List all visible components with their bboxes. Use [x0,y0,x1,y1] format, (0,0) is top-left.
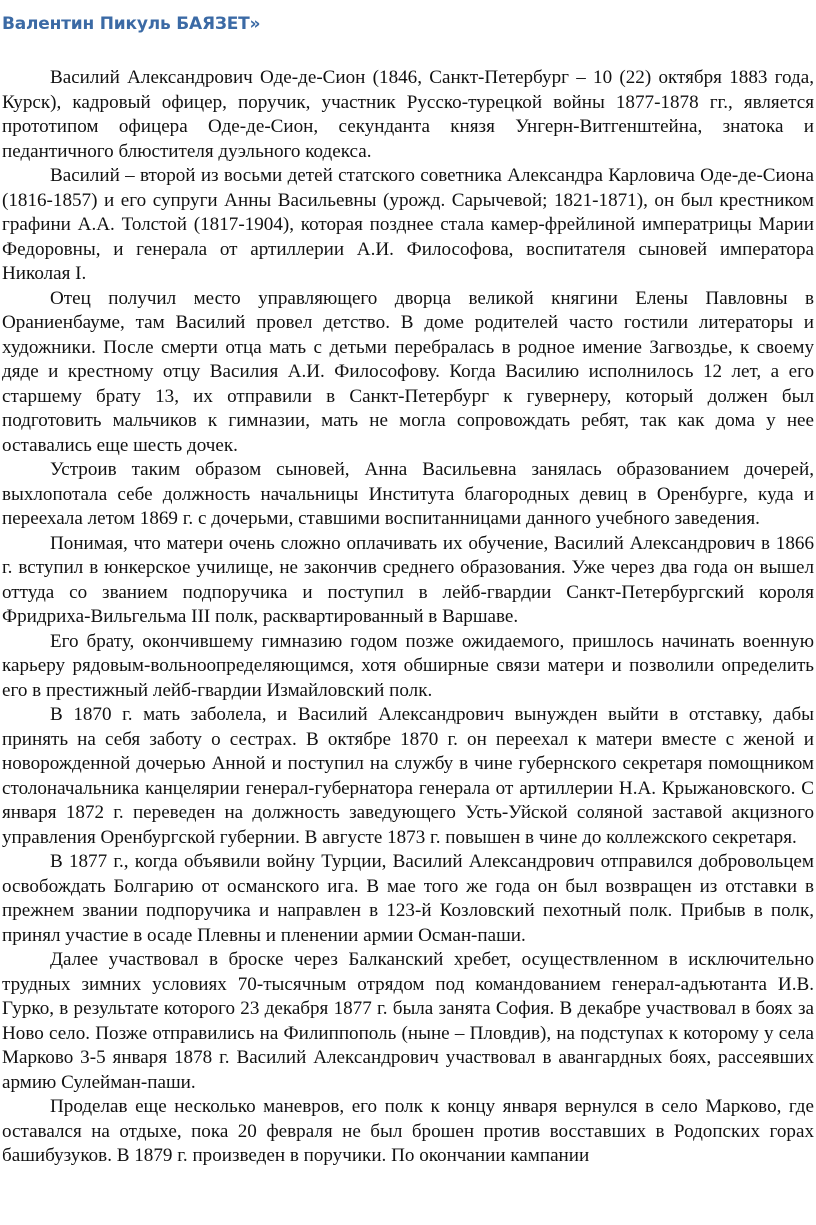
paragraph: Далее участвовал в броске через Балканский хребет, осуществленном в исключительно трудных зимних условиях 70-тысячным отрядом под командованием генерал-адъютанта И.В. Гурко, в результате которого 23 декабря 1877 г. была занята София. В декабре участвовал в боях за Ново село. Позже отправились на Филиппополь (ныне – Пловдив), на подступах к которому у села Марково 3-5 января 1878 г. Василий Александрович участвовал в авангардных боях, рассеявших армию Сулейман-паши. [2,949,814,1093]
paragraph: Отец получил место управляющего дворца великой княгини Елены Павловны в Ораниенбауме, там Василий провел детство. В доме родителей часто гостили литераторы и художники. После смерти отца мать с детьми перебралась в родное имение Загвоздье, к своему дяде и крестному отцу Василия А.И. Философову. Когда Василию исполнилось 12 лет, а его старшему брату 13, их отправили в Санкт-Петербург к гувернеру, который должен был подготовить мальчиков к гимназии, мать не могла сопровождать ребят, так как дома у нее оставались еще шесть дочек. [2,287,814,456]
paragraph: Понимая, что матери очень сложно оплачивать их обучение, Василий Александрович в 1866 г. вступил в юнкерское училище, не закончив среднего образования. Уже через два года он вышел оттуда со званием подпоручика и поступил в лейб-гвардии Санкт-Петербургский короля Фридриха-Вильгельма III полк, расквартированный в Варшаве. [2,532,814,627]
paragraph: Проделав еще несколько маневров, его полк к концу января вернулся в село Марково, где оставался на отдыхе, пока 20 февраля не был брошен против восставших в Родопских горах башибузуков. В 1879 г. произведен в поручики. По окончании кампании [2,1096,814,1166]
document-title: Валентин Пикуль БАЯЗЕТ» [2,14,261,34]
document-body [2,66,814,1169]
paragraph: Василий – второй из восьми детей статского советника Александра Карловича Оде-де-Сиона (1816-1857) и его супруги Анны Васильевны (урожд. Сарычевой; 1821-1871), он был крестником графини А.А. Толстой (1817-1904), которая позднее стала камер-фрейлиной императрицы Марии Федоровны, и генерала от артиллерии А.И. Философова, воспитателя сыновей императора Николая I. [2,165,814,284]
paragraph: Его брату, окончившему гимназию годом позже ожидаемого, пришлось начинать военную карьеру рядовым-вольноопределяющимся, хотя обширные связи матери и позволили определить его в престижный лейб-гвардии Измайловский полк. [2,630,814,701]
paragraph: Устроив таким образом сыновей, Анна Васильевна занялась образованием дочерей, выхлопотала себе должность начальницы Института благородных девиц в Оренбурге, куда и переехала летом 1869 г. с дочерьми, ставшими воспитанницами данного учебного заведения. [2,459,814,529]
paragraph: В 1870 г. мать заболела, и Василий Александрович вынужден выйти в отставку, дабы принять на себя заботу о сестрах. В октябре 1870 г. он переехал к матери вместе с женой и новорожденной дочерью Анной и поступил на службу в чине губернского секретаря помощником столоначальника канцелярии генерал-губернатора генерала от артиллерии Н.А. Крыжановского. С января 1872 г. переведен на должность заведующего Усть-Уйской соляной заставой акцизного управления Оренбургской губернии. В августе 1873 г. повышен в чине до коллежского секретаря. [2,704,814,848]
paragraph: Василий Александрович Оде-де-Сион (1846, Санкт-Петербург – 10 (22) октября 1883 года, Курск), кадровый офицер, поручик, участник Русско-турецкой войны 1877-1878 гг., является прототипом офицера Оде-де-Сион, секунданта князя Унгерн-Витгенштейна, знатока и педантичного блюстителя дуэльного кодекса. [2,67,814,162]
paragraph: В 1877 г., когда объявили войну Турции, Василий Александрович отправился добровольцем освобождать Болгарию от османского ига. В мае того же года он был возвращен из отставки в прежнем звании подпоручика и направлен в 123-й Козловский пехотный полк. Прибыв в полк, принял участие в осаде Плевны и пленении армии Осман-паши. [2,851,814,946]
